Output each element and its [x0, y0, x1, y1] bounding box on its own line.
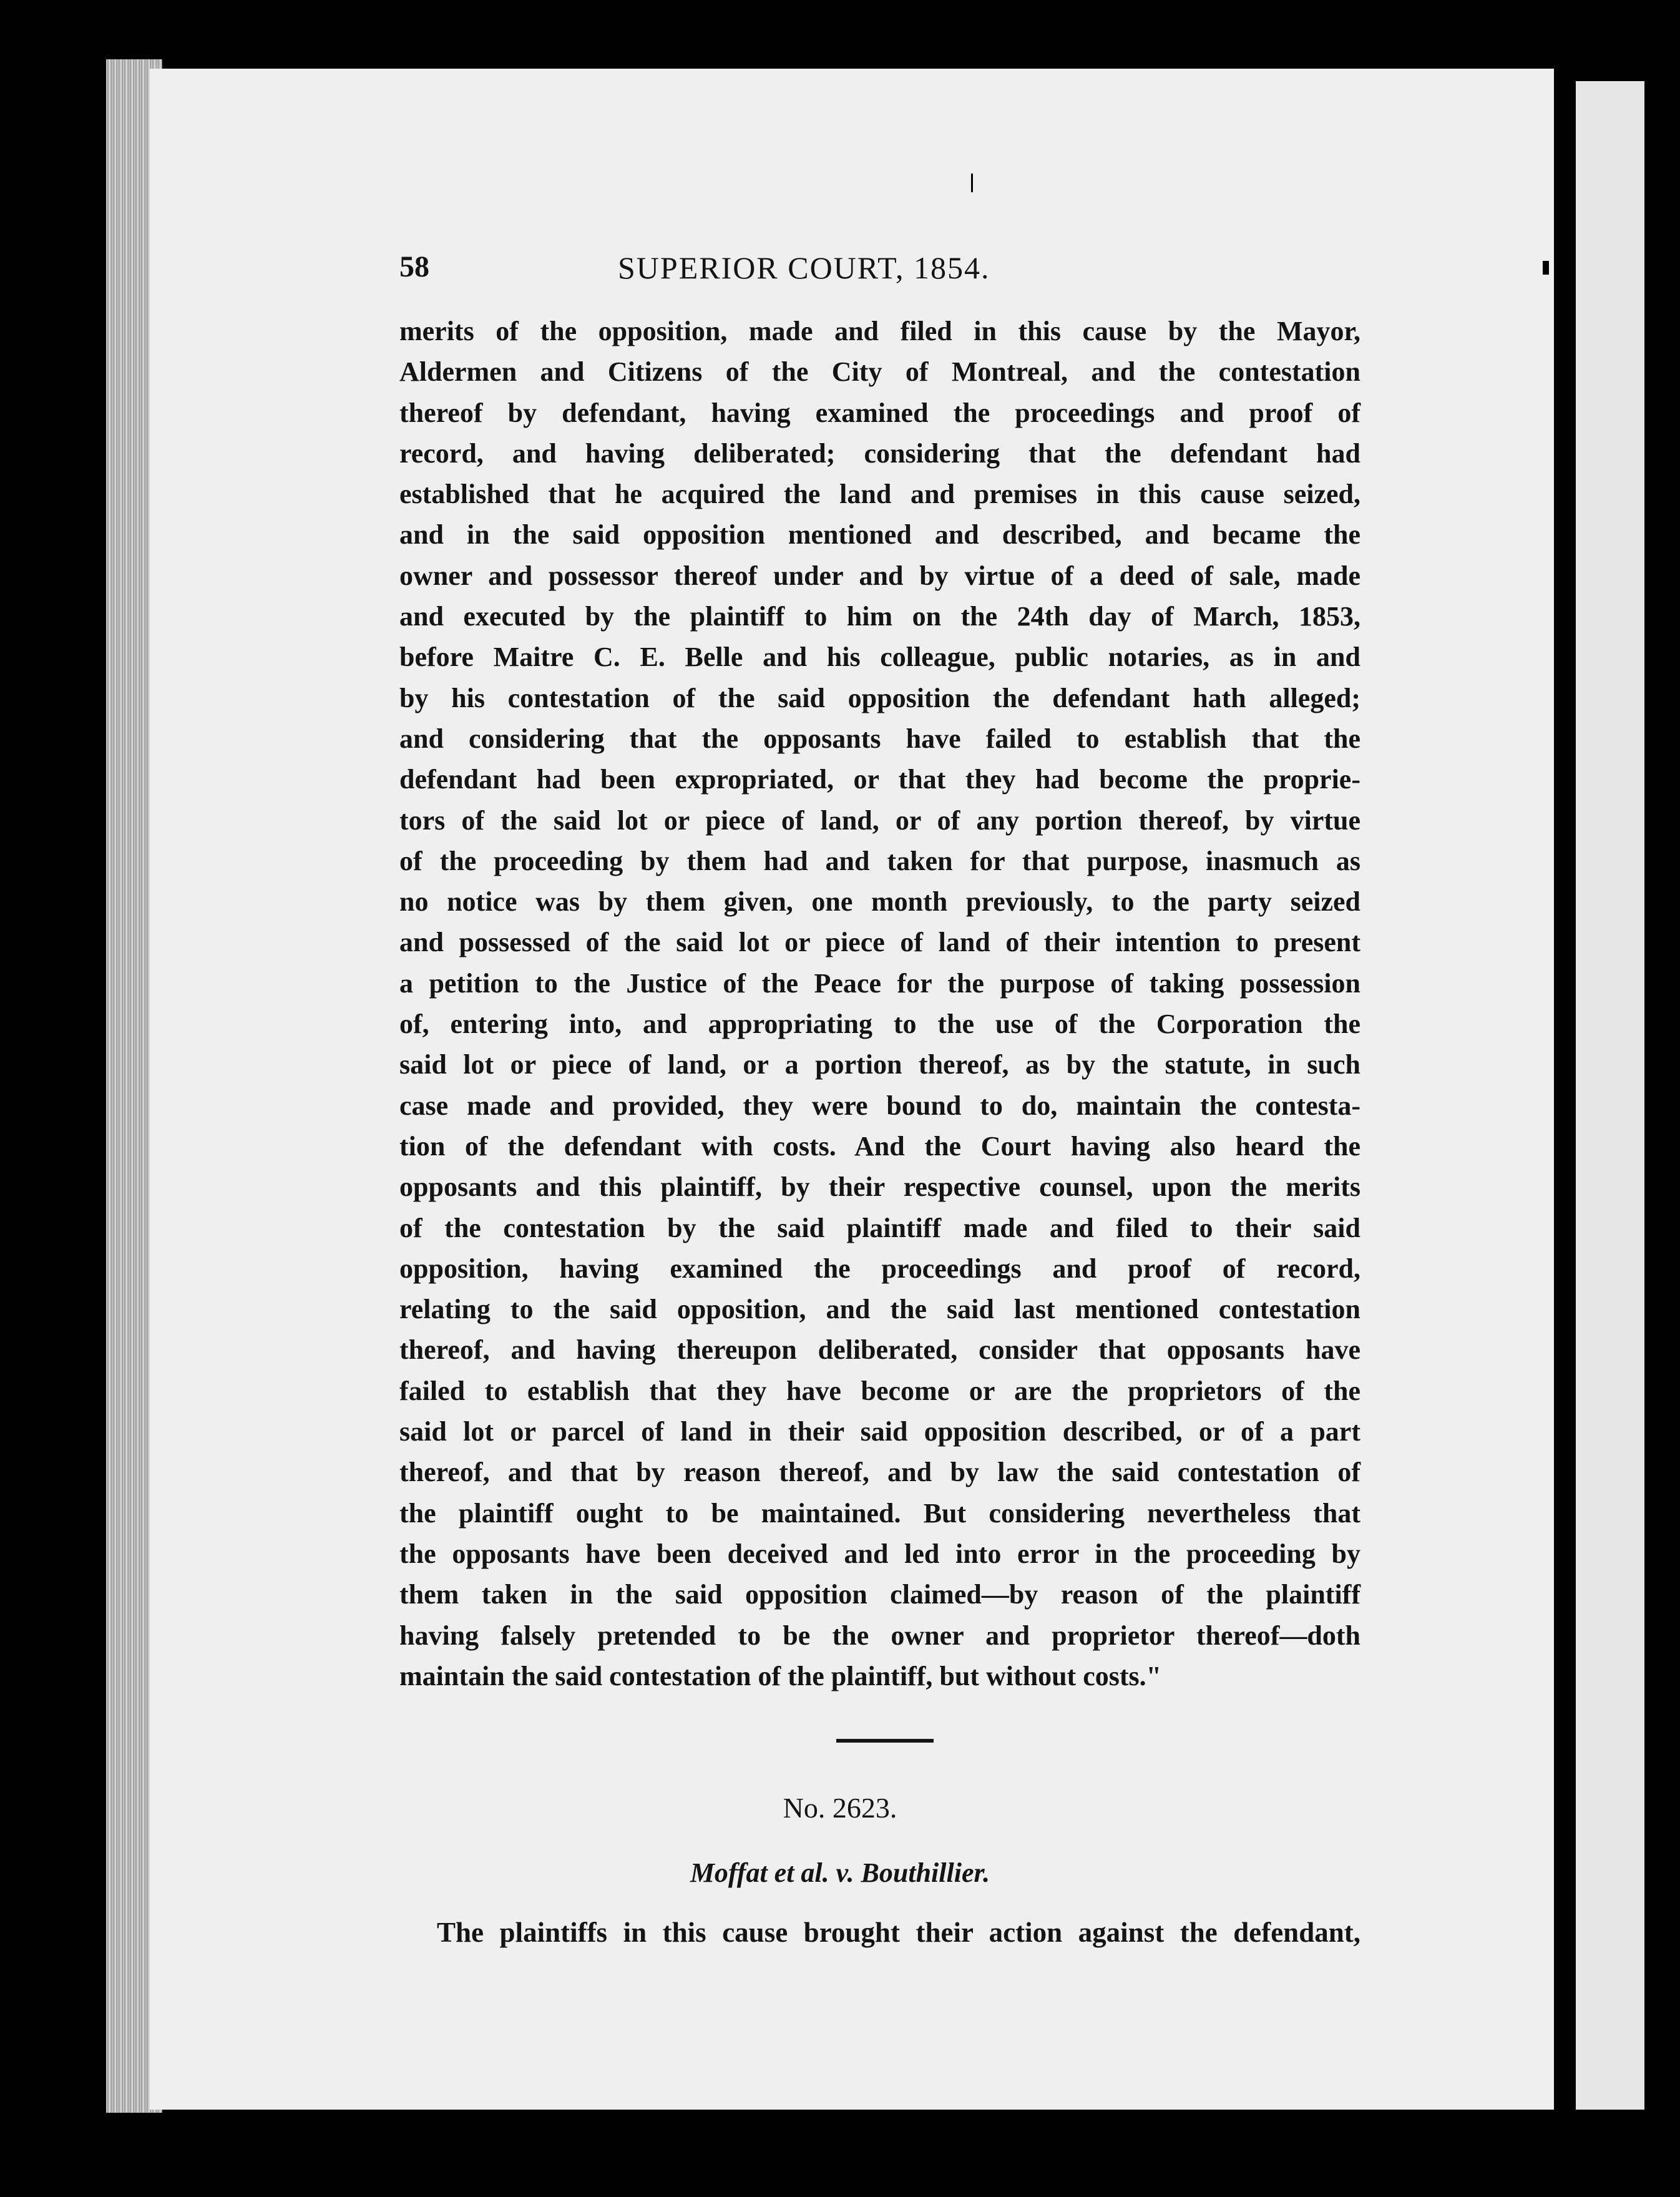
text-line: tion of the defendant with costs. And the Court having also heard the — [399, 1130, 1360, 1162]
text-line: relating to the said opposition, and the said last mentioned contestation — [399, 1294, 1360, 1325]
case-title: Moffat et al. v. Bouthillier. — [690, 1857, 990, 1888]
case-opening-line: The plaintiffs in this cause brought their action against the defendant, — [437, 1917, 1360, 1948]
text-line: merits of the opposition, made and filed in this cause by the Mayor, — [399, 316, 1360, 346]
text-line: thereof, and having thereupon deliberated, consider that opposants have — [399, 1334, 1360, 1366]
text-line: defendant had been expropriated, or that they had become the proprie- — [399, 764, 1360, 795]
text-line: and possessed of the said lot or piece of land of their intention to present — [399, 927, 1360, 958]
text-line: a petition to the Justice of the Peace for the purpose of taking possession — [399, 967, 1360, 999]
text-line: case made and provided, they were bound to do, maintain the contesta- — [399, 1090, 1360, 1121]
text-line: Aldermen and Citizens of the City of Montreal, and the contestation — [399, 356, 1360, 388]
header-title: SUPERIOR COURT, 1854. — [618, 250, 990, 285]
text-line: before Maitre C. E. Belle and his colleague, public notaries, as in and — [399, 642, 1360, 673]
text-line: and considering that the opposants have failed to establish that the — [399, 723, 1360, 754]
text-line: said lot or parcel of land in their said opposition described, or of a part — [399, 1416, 1360, 1447]
text-line: and in the said opposition mentioned and described, and became the — [399, 519, 1360, 550]
text-line: thereof, and that by reason thereof, and by law the said contestation of — [399, 1457, 1360, 1488]
scan-speck — [1543, 261, 1549, 275]
text-line: the opposants have been deceived and led into error in the proceeding by — [399, 1538, 1360, 1569]
text-line: established that he acquired the land and premises in this cause seized, — [399, 479, 1360, 510]
text-line: them taken in the said opposition claimed—by reason of the plaintiff — [399, 1579, 1360, 1610]
section-divider — [836, 1739, 934, 1743]
text-line: of the contestation by the said plaintiff made and filed to their said — [399, 1212, 1360, 1243]
text-line: failed to establish that they have become or are the proprietors of the — [399, 1375, 1360, 1406]
text-line: the plaintiff ought to be maintained. But considering nevertheless that — [399, 1497, 1360, 1529]
text-line: by his contestation of the said opposition the defendant hath alleged; — [399, 682, 1360, 713]
text-line: said lot or piece of land, or a portion thereof, as by the statute, in such — [399, 1049, 1360, 1080]
text-line: record, and having deliberated; considering that the defendant had — [399, 438, 1360, 469]
text-line: and executed by the plaintiff to him on the 24th day of March, 1853, — [399, 601, 1360, 632]
text-line: opposants and this plaintiff, by their respective counsel, upon the merits — [399, 1172, 1360, 1203]
text-line: of the proceeding by them had and taken for that purpose, inasmuch as — [399, 845, 1360, 876]
text-line: tors of the said lot or piece of land, or of any portion thereof, by virtue — [399, 805, 1360, 836]
page-number: 58 — [399, 250, 429, 283]
body-text — [399, 311, 1360, 1696]
text-line: of, entering into, and appropriating to the use of the Corporation the — [399, 1009, 1360, 1040]
scan-speck — [971, 174, 973, 192]
running-head — [399, 250, 1373, 287]
text-line: thereof by defendant, having examined the proceedings and proof of — [399, 397, 1360, 428]
text-line: having falsely pretended to be the owner and proprietor thereof—doth — [399, 1620, 1360, 1651]
text-line: owner and possessor thereof under and by virtue of a deed of sale, made — [399, 560, 1360, 591]
text-line: opposition, having examined the proceedings and proof of record, — [399, 1253, 1360, 1284]
text-line: no notice was by them given, one month previously, to the party seized — [399, 886, 1360, 917]
text-line: maintain the said contestation of the plaintiff, but without costs." — [399, 1660, 1162, 1691]
case-number: No. 2623. — [783, 1792, 897, 1824]
